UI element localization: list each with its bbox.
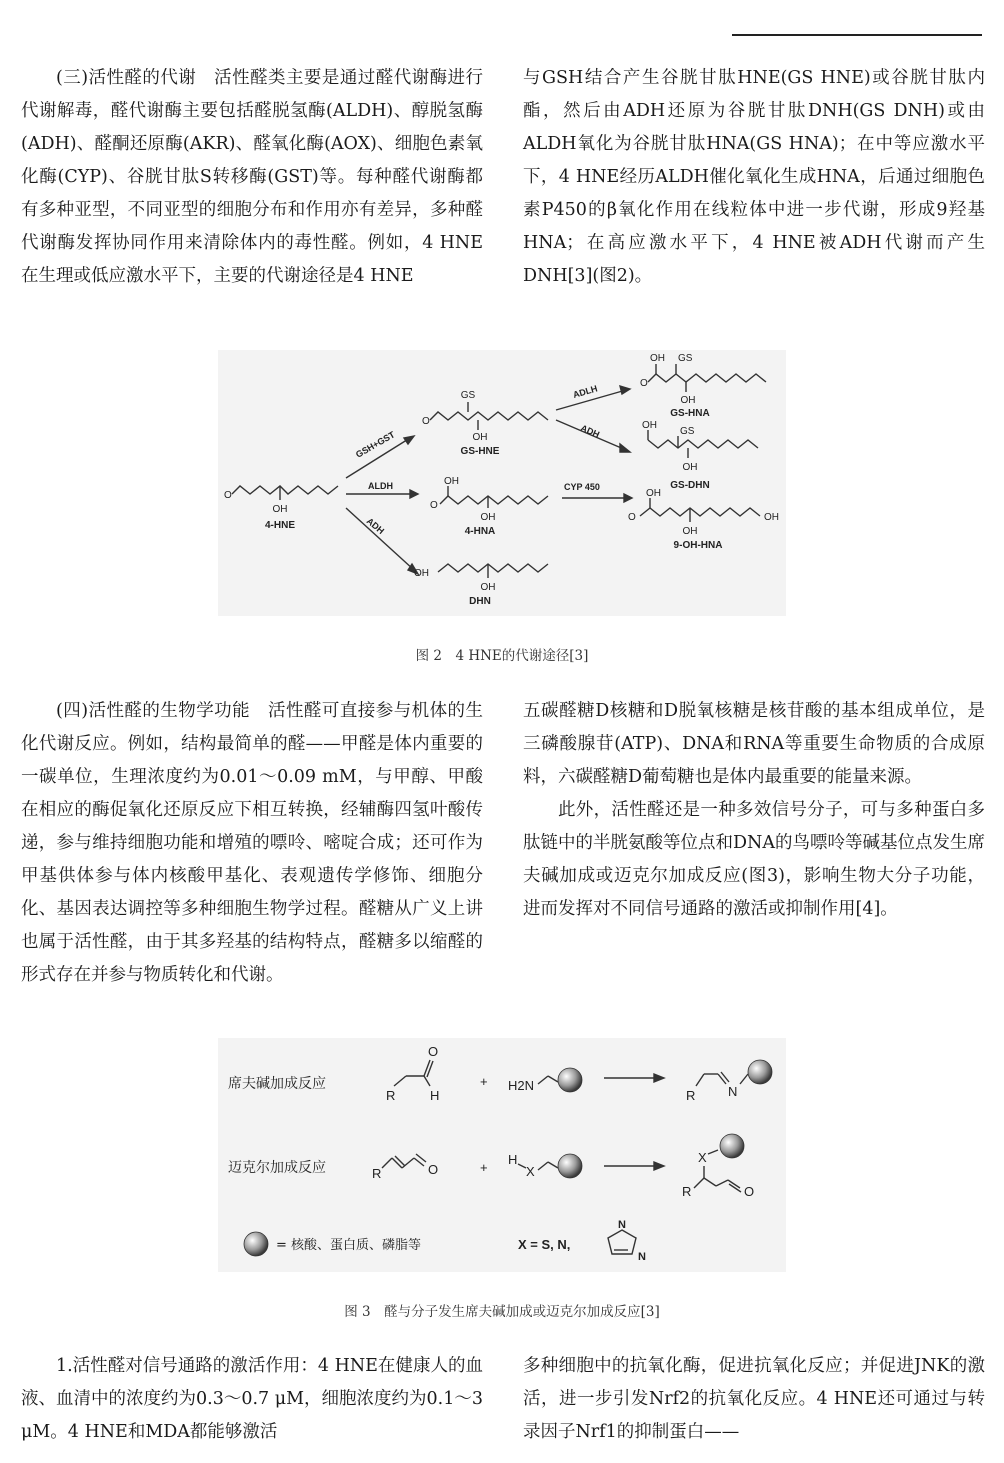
r-group-label: R xyxy=(686,1088,696,1103)
r-group-label: R xyxy=(386,1088,396,1103)
compound-label-dhn: DHN xyxy=(469,596,491,607)
compound-label-gs-dhn: GS-DHN xyxy=(670,480,710,491)
structure-gs-hna xyxy=(640,353,766,419)
x-atom-label: X xyxy=(526,1164,535,1179)
hydroxyl-label: OH xyxy=(646,488,661,499)
oxygen-label: O xyxy=(628,512,636,523)
legend-text: = 核酸、蛋白质、磷脂等 xyxy=(276,1238,422,1253)
section3-right-column xyxy=(523,62,985,293)
compound-label-4-hne: 4-HNE xyxy=(264,520,296,531)
enzyme-label-adlh: ADLH xyxy=(571,383,599,400)
hydroxyl-label: OH xyxy=(444,476,459,487)
figure-2-caption: 图 2 4 HNE的代谢途径[3] xyxy=(415,648,589,664)
hydroxyl-label: OH xyxy=(480,582,496,593)
section4-right-column xyxy=(523,695,985,926)
gs-label: GS xyxy=(680,426,695,437)
paragraph: 1.活性醛对信号通路的激活作用：4 HNE在健康人的血液、血清中的浓度约为0.3～0.7 μM，细胞浓度约为0.1～3 μM。4 HNE和MDA都能够激活 xyxy=(21,1356,483,1442)
hydroxyl-label: OH xyxy=(764,512,779,523)
biomolecule-ball-icon xyxy=(720,1134,744,1158)
gs-label: GS xyxy=(678,353,693,364)
paragraph: (三)活性醛的代谢 活性醛类主要是通过醛代谢酶进行代谢解毒，醛代谢酶主要包括醛脱氢酶(ALDH)、醇脱氢酶(ADH)、醛酮还原酶(AKR)、醛氧化酶(AOX)、细胞色素氧化酶(CYP)、谷胱甘肽S转移酶(GST)等。每种醛代谢酶都有多种亚型，不同亚型的细胞分布和作用亦有差异，多种醛代谢酶发挥协同作用来清除体内的毒性醛。例如，4 HNE在生理或低应激水平下，主要的代谢途径是4 HNE xyxy=(21,68,483,286)
oxygen-label: O xyxy=(430,500,438,511)
biomolecule-ball-icon xyxy=(558,1154,582,1178)
gs-label: GS xyxy=(460,390,476,401)
schiff-base-product xyxy=(686,1060,772,1103)
section4-left-column xyxy=(21,695,483,992)
enzyme-label-cyp450: CYP 450 xyxy=(564,482,600,492)
paragraph: (四)活性醛的生物学功能 活性醛可直接参与机体的生化代谢反应。例如，结构最简单的醛——甲醛是体内重要的一碳单位，生理浓度约为0.01～0.09 mM，与甲醇、甲酸在相应的酶促氧化还原反应下相互转换，经辅酶四氢叶酸传递，参与维持细胞功能和增殖的嘌呤、嘧啶合成；还可作为甲基供体参与体内核酸甲基化、表观遗传学修饰、细胞分化、基因表达调控等多种细胞生物学过程。醛糖从广义上讲也属于活性醛，由于其多羟基的结构特点，醛糖多以缩醛的形式存在并参与物质转化和代谢。 xyxy=(21,701,483,985)
oxygen-label: O xyxy=(428,1162,439,1177)
x-atom-label: X xyxy=(698,1150,707,1165)
hydrogen-label: H xyxy=(430,1088,440,1103)
hydroxyl-label: OH xyxy=(472,432,488,443)
x-definition: X = S, N, xyxy=(518,1237,571,1252)
plus-sign: + xyxy=(480,1160,488,1175)
hydroxyl-label: OH xyxy=(682,462,698,473)
enzyme-label-gsh-gst: GSH+GST xyxy=(354,429,397,460)
r-group-label: R xyxy=(682,1184,692,1199)
imidazole-icon xyxy=(608,1219,646,1263)
structure-dhn xyxy=(414,564,548,607)
biomolecule-ball-icon xyxy=(558,1068,582,1092)
oxygen-label: O xyxy=(744,1184,755,1199)
michael-addition-label: 迈克尔加成反应 xyxy=(228,1160,326,1176)
oxygen-label: O xyxy=(422,416,430,427)
hydroxyl-label: OH xyxy=(480,512,496,523)
hydrogen-label: H xyxy=(508,1152,518,1167)
compound-label-gs-hne: GS-HNE xyxy=(460,446,500,457)
structure-gs-dhn xyxy=(642,420,758,491)
enzyme-label-adh: ADH xyxy=(364,515,387,537)
subsection1-left-column xyxy=(21,1350,483,1449)
enzyme-label-aldh: ALDH xyxy=(368,481,393,491)
oxygen-label: O xyxy=(224,490,232,501)
oxygen-label: O xyxy=(640,378,648,389)
figure-2 xyxy=(218,350,786,616)
aldehyde-structure xyxy=(386,1044,439,1103)
hydroxyl-label: OH xyxy=(650,353,665,364)
r-group-label: R xyxy=(372,1166,382,1181)
hydroxyl-label: OH xyxy=(414,568,429,579)
hydroxyl-label: OH xyxy=(682,526,698,537)
paragraph: 与GSH结合产生谷胱甘肽HNE(GS HNE)或谷胱甘肽内酯，然后由ADH还原为谷胱甘肽DNH(GS DNH)或由ALDH氧化为谷胱甘肽HNA(GS HNA)；在中等应激水平下，4 HNE经历ALDH催化氧化生成HNA，后通过细胞色素P450的β氧化作用在线粒体中进一步代谢，形成9羟基HNA；在高应激水平下，4 HNE被ADH代谢而产生DNH[3](图2)。 xyxy=(523,68,985,286)
enal-structure xyxy=(372,1154,438,1181)
header-rule xyxy=(732,34,982,36)
schiff-base-label: 席夫碱加成反应 xyxy=(228,1076,326,1092)
aldehyde-addition-diagram xyxy=(218,1038,786,1272)
structure-gs-hne xyxy=(422,390,548,457)
paragraph: 此外，活性醛还是一种多效信号分子，可与多种蛋白多肽链中的半胱氨酸等位点和DNA的鸟嘌呤等碱基位点发生席夫碱加成或迈克尔加成反应(图3)，影响生物大分子功能，进而发挥对不同信号通路的激活或抑制作用[4]。 xyxy=(523,800,985,919)
figure-3-caption: 图 3 醛与分子发生席夫碱加成或迈克尔加成反应[3] xyxy=(344,1304,660,1320)
structure-9-oh-hna xyxy=(628,488,779,551)
nitrogen-label: N xyxy=(618,1219,626,1231)
subsection1-right-column xyxy=(523,1350,985,1449)
hne-metabolism-diagram xyxy=(218,350,786,616)
nucleophile-structure xyxy=(508,1152,582,1179)
oxygen-label: O xyxy=(428,1044,439,1059)
section3-left-column xyxy=(21,62,483,293)
amine-structure xyxy=(508,1068,582,1093)
paragraph: 多种细胞中的抗氧化酶，促进抗氧化反应；并促进JNK的激活，进一步引发Nrf2的抗氧化反应。4 HNE还可通过与转录因子Nrf1的抑制蛋白—— xyxy=(523,1356,985,1442)
structure-4-hna xyxy=(430,476,548,537)
enzyme-label-adh-2: ADH xyxy=(579,422,602,440)
biomolecule-ball-icon xyxy=(244,1232,268,1256)
figure-3 xyxy=(218,1038,786,1272)
compound-label-gs-hna: GS-HNA xyxy=(670,408,710,419)
nitrogen-label: N xyxy=(638,1251,646,1263)
nitrogen-label: N xyxy=(728,1084,738,1099)
structure-4-hne xyxy=(224,486,338,531)
hydroxyl-label: OH xyxy=(680,395,696,406)
michael-product xyxy=(682,1134,754,1199)
amine-label: H2N xyxy=(508,1078,535,1093)
hydroxyl-label: OH xyxy=(272,504,288,515)
plus-sign: + xyxy=(480,1074,488,1089)
compound-label-9-oh-hna: 9-OH-HNA xyxy=(673,540,723,551)
paragraph: 五碳醛糖D核糖和D脱氧核糖是核苷酸的基本组成单位，是三磷酸腺苷(ATP)、DNA和RNA等重要生命物质的合成原料，六碳醛糖D葡萄糖也是体内最重要的能量来源。 xyxy=(523,701,985,787)
biomolecule-ball-icon xyxy=(748,1060,772,1084)
compound-label-4-hna: 4-HNA xyxy=(464,526,496,537)
hydroxyl-label: OH xyxy=(642,420,657,431)
